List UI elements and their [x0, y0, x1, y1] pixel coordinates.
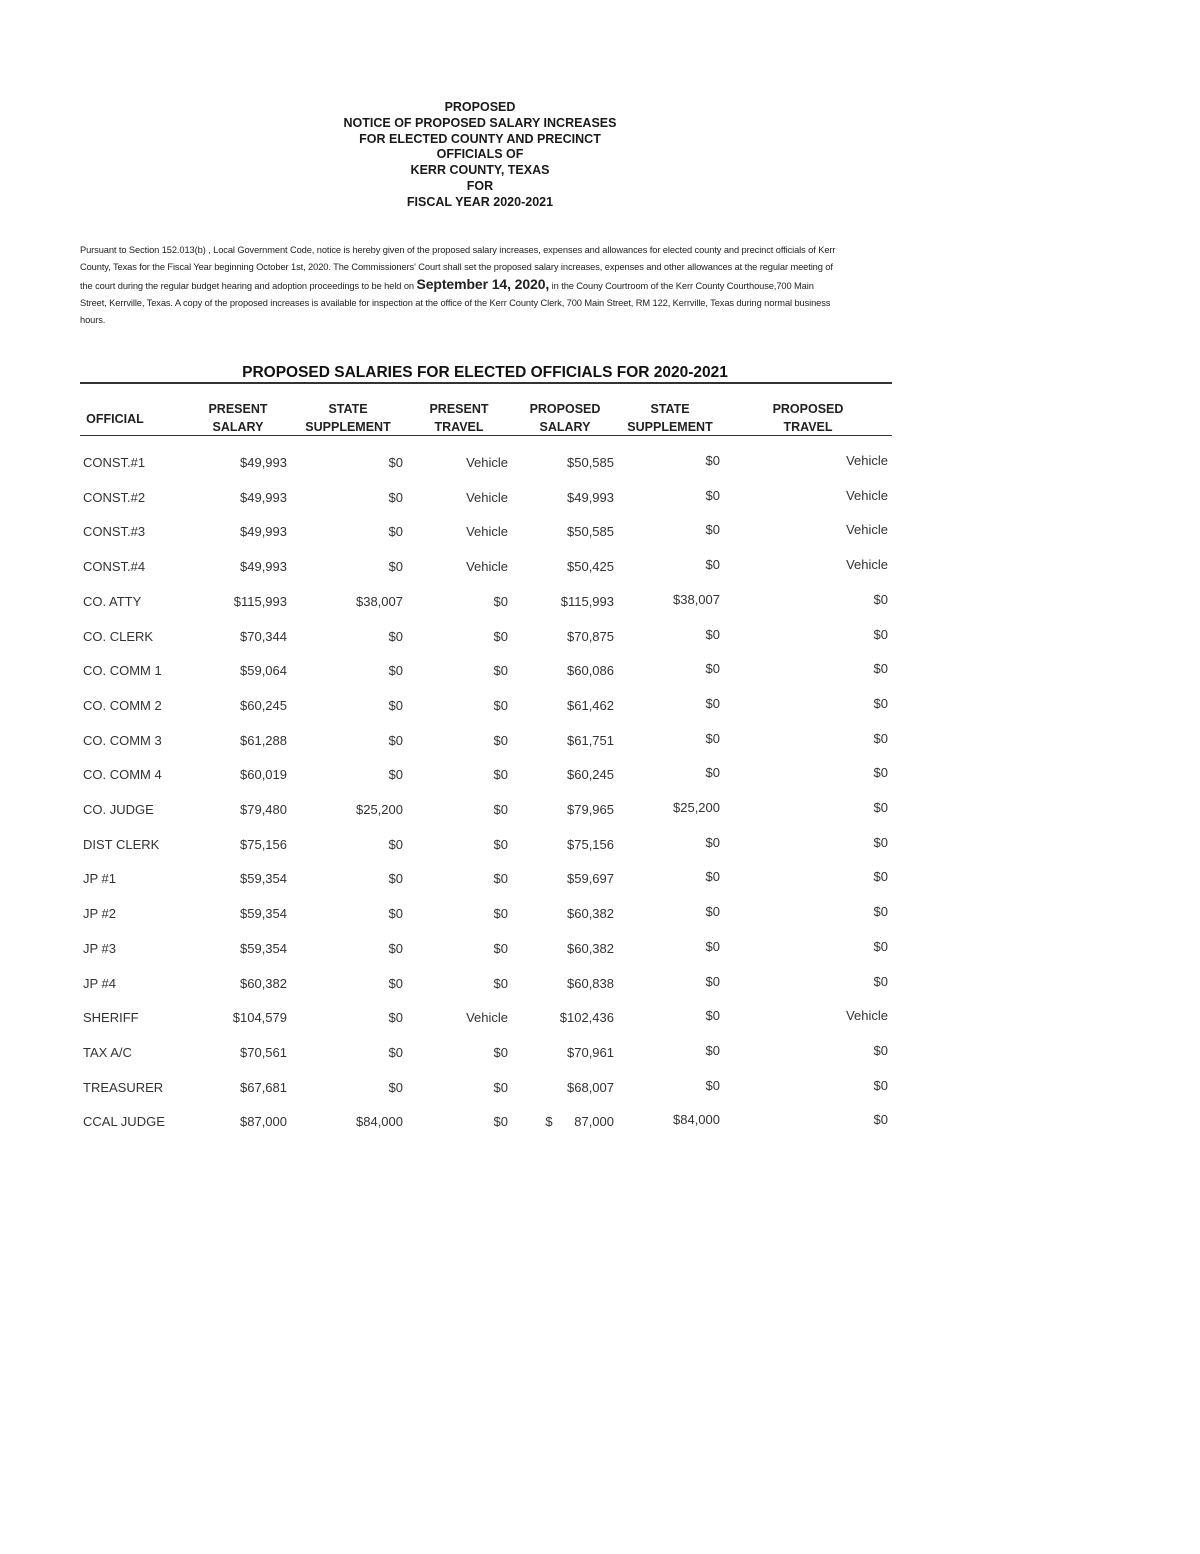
table-cell: Vehicle	[846, 522, 888, 538]
title-line: FOR	[466, 178, 494, 193]
header-text: PROPOSED	[529, 402, 601, 416]
table-cell: $67,681	[240, 1079, 287, 1095]
header-text: PRESENT	[429, 402, 489, 416]
table-cell: $70,961	[567, 1044, 614, 1060]
table-cell: $49,993	[240, 489, 287, 505]
table-cell: $0	[388, 906, 403, 922]
table-cell: $0	[873, 730, 888, 746]
table-cell: $0	[388, 1079, 403, 1095]
table-cell: $38,007	[673, 591, 720, 607]
column-header	[178, 400, 298, 436]
header-text: STATE	[328, 402, 368, 416]
table-cell: Vehicle	[466, 489, 508, 505]
table-cell: Vehicle	[846, 453, 888, 468]
table-cell: $0	[705, 522, 720, 538]
column-header	[610, 400, 730, 436]
table-cell: $0	[388, 732, 403, 748]
table-cell: $0	[388, 697, 403, 713]
table-cell: $0	[388, 871, 403, 887]
table-cell: $0	[705, 1077, 720, 1093]
title-underline	[80, 382, 892, 384]
table-cell: $115,993	[560, 593, 614, 609]
table-cell: $0	[873, 591, 888, 607]
title-line: PROPOSED	[444, 100, 516, 114]
table-cell: $0	[705, 834, 720, 850]
table-cell: $0	[388, 524, 403, 540]
table-cell: $0	[873, 695, 888, 711]
header-text: OFFICIAL	[86, 412, 144, 426]
table-cell: $ 87,000	[545, 1114, 614, 1130]
table-cell: DIST CLERK	[83, 836, 160, 852]
table-cell: $59,354	[240, 940, 287, 956]
table-cell: $0	[705, 904, 720, 920]
table-cell: CO. JUDGE	[83, 802, 154, 817]
table-cell: $0	[873, 904, 888, 920]
table-cell: $0	[705, 453, 720, 468]
table-cell: $0	[493, 871, 508, 887]
table-cell: $49,993	[240, 559, 287, 575]
table-cell: JP #2	[83, 906, 117, 922]
table-cell: $50,585	[567, 524, 614, 540]
title-line: FISCAL YEAR 2020-2021	[406, 194, 554, 209]
table-cell: JP #1	[83, 871, 117, 887]
header-text: SALARY	[539, 420, 591, 434]
header-text: STATE	[650, 402, 690, 416]
table-cell: $0	[873, 1077, 888, 1093]
table-cell: $0	[873, 869, 888, 885]
table-cell: CO. COMM 1	[83, 663, 162, 679]
header-text: TRAVEL	[783, 420, 833, 434]
column-header	[399, 400, 519, 436]
table-cell: $60,382	[567, 906, 614, 922]
table-cell: $49,993	[240, 524, 287, 540]
table-cell: $102,436	[559, 1010, 614, 1026]
table-cell: $59,354	[240, 906, 287, 922]
table-cell: $0	[873, 973, 888, 989]
table-cell: $0	[388, 455, 403, 470]
table-cell: $0	[873, 800, 888, 815]
table-cell: Vehicle	[846, 557, 888, 573]
table-cell: $0	[705, 557, 720, 573]
table-cell: $25,200	[356, 802, 403, 817]
table-cell: $0	[388, 836, 403, 852]
table-cell: $87,000	[240, 1114, 287, 1130]
table-cell: $0	[493, 628, 508, 644]
table-cell: $0	[493, 836, 508, 852]
table-cell: CO. COMM 2	[83, 697, 162, 713]
table-cell: $38,007	[356, 593, 403, 609]
table-cell: Vehicle	[466, 1010, 508, 1026]
table-cell: $0	[705, 1008, 720, 1024]
table-cell: $0	[388, 559, 403, 575]
table-cell: $0	[705, 695, 720, 711]
document-title	[280, 100, 680, 211]
table-cell: $0	[493, 1079, 508, 1095]
table-cell: $115,993	[233, 593, 287, 609]
header-text: PROPOSED	[772, 402, 844, 416]
notice-text: Pursuant to Section 152.013(b) , Local Government Code, notice is hereby given of the proposed salary increases, expenses and allowances for elected county and precinct officials of Kerr County, Texas for the Fiscal Year beginning October 1st, 2020. The Commissioners' Court shall set the proposed salary increases, expenses and other allowances at the regular meeting of the court during the regular budget hearing and adoption proceedings to be held on	[80, 245, 836, 291]
table-cell: $0	[493, 802, 508, 817]
header-text: PRESENT	[208, 402, 268, 416]
notice-paragraph	[80, 242, 840, 329]
table-cell: $75,156	[567, 836, 614, 852]
title-line: KERR COUNTY, TEXAS	[410, 163, 550, 178]
table-cell: $104,579	[232, 1010, 287, 1026]
table-cell: $0	[705, 938, 720, 954]
table-cell: $79,965	[567, 802, 614, 817]
table-cell: $0	[388, 975, 403, 991]
table-cell: TAX A/C	[83, 1044, 132, 1060]
column-header	[505, 400, 625, 436]
table-cell: $0	[388, 663, 403, 679]
table-cell: Vehicle	[466, 455, 508, 470]
table-cell: CO. COMM 4	[83, 767, 162, 783]
table-cell: JP #4	[83, 975, 117, 991]
table-cell: $59,064	[240, 663, 287, 679]
table-cell: $0	[873, 661, 888, 677]
table-cell: $0	[873, 626, 888, 642]
table-cell: $68,007	[567, 1079, 614, 1095]
table-cell: $60,245	[240, 697, 287, 713]
header-text: SALARY	[212, 420, 264, 434]
table-cell: $0	[493, 940, 508, 956]
table-cell: $0	[705, 869, 720, 885]
table-cell: $0	[493, 906, 508, 922]
column-header	[748, 400, 868, 436]
table-cell: $61,288	[240, 732, 287, 748]
table-cell: $0	[493, 663, 508, 679]
table-cell: $0	[388, 1010, 403, 1026]
table-cell: $70,561	[240, 1044, 287, 1060]
title-line: NOTICE OF PROPOSED SALARY INCREASES	[343, 115, 617, 130]
table-cell: $0	[705, 626, 720, 642]
table-cell: $60,019	[240, 767, 287, 783]
table-cell: $0	[388, 489, 403, 505]
table-cell: $0	[873, 834, 888, 850]
table-cell: Vehicle	[466, 559, 508, 575]
table-cell: $0	[493, 1044, 508, 1060]
column-header	[288, 400, 408, 436]
table-cell: $0	[705, 973, 720, 989]
table-cell: CO. COMM 3	[83, 732, 162, 748]
table-cell: $59,697	[567, 871, 614, 887]
table-cell: $70,875	[567, 628, 614, 644]
header-text: SUPPLEMENT	[627, 420, 713, 434]
hearing-date: September 14, 2020,	[416, 275, 550, 292]
table-cell: Vehicle	[846, 487, 888, 503]
table-cell: $25,200	[673, 800, 720, 815]
table-cell: SHERIFF	[83, 1010, 139, 1026]
table-cell: $0	[493, 593, 508, 609]
table-cell: Vehicle	[466, 524, 508, 540]
title-line: OFFICIALS OF	[436, 147, 524, 162]
table-cell: $0	[705, 765, 720, 781]
table-cell: CO. ATTY	[83, 593, 142, 609]
table-cell: $0	[388, 940, 403, 956]
notice-text-cont: in the Couny Courtroom of the Kerr County Courthouse,700 Main Street, Kerrville, Texas. A copy of the proposed increases is available for inspection at the office of the Kerr County Clerk, 700 Main Street, RM 122, Kerrville, Texas during normal business hours.	[80, 280, 831, 325]
table-cell: $50,585	[567, 455, 614, 470]
table-cell: $0	[493, 975, 508, 991]
table-cell: $0	[705, 487, 720, 503]
table-cell: $84,000	[673, 1112, 720, 1128]
table-cell: $84,000	[356, 1114, 403, 1130]
table-cell: $0	[388, 767, 403, 783]
table-cell: $60,086	[567, 663, 614, 679]
table-cell: $60,382	[240, 975, 287, 991]
table-cell: $49,993	[567, 489, 614, 505]
table-cell: CCAL JUDGE	[83, 1114, 165, 1130]
header-text: SUPPLEMENT	[305, 420, 391, 434]
table-cell: $75,156	[240, 836, 287, 852]
table-cell: $60,245	[567, 767, 614, 783]
header-underline	[80, 435, 892, 436]
table-cell: CONST.#3	[83, 524, 146, 540]
table-cell: $0	[705, 730, 720, 746]
table-cell: $61,751	[567, 732, 614, 748]
table-cell: $0	[873, 1042, 888, 1058]
table-cell: $50,425	[567, 559, 614, 575]
table-cell: $60,382	[567, 940, 614, 956]
table-cell: $0	[873, 1112, 888, 1128]
table-cell: $61,462	[567, 697, 614, 713]
table-cell: $70,344	[240, 628, 287, 644]
table-cell: CONST.#1	[83, 455, 146, 470]
table-cell: $0	[493, 767, 508, 783]
table-cell: $60,838	[567, 975, 614, 991]
table-cell: $0	[873, 938, 888, 954]
title-line: FOR ELECTED COUNTY AND PRECINCT	[359, 131, 601, 146]
table-cell: $0	[705, 1042, 720, 1058]
table-cell: $79,480	[240, 802, 287, 817]
table-cell: $0	[493, 1114, 508, 1130]
table-title: PROPOSED SALARIES FOR ELECTED OFFICIALS FOR 2020-2021	[242, 364, 728, 381]
header-text: TRAVEL	[434, 420, 484, 434]
column-header	[55, 410, 175, 428]
table-cell: $49,993	[240, 455, 287, 470]
table-cell: TREASURER	[83, 1079, 164, 1095]
table-cell: CONST.#2	[83, 489, 146, 505]
table-cell: $0	[493, 732, 508, 748]
table-cell: JP #3	[83, 940, 117, 956]
table-cell: $0	[493, 697, 508, 713]
table-cell: Vehicle	[846, 1008, 888, 1024]
table-cell: $0	[873, 765, 888, 781]
table-cell: CO. CLERK	[83, 628, 154, 644]
table-cell: $0	[388, 628, 403, 644]
table-cell: $0	[705, 661, 720, 677]
table-cell: $0	[388, 1044, 403, 1060]
table-cell: $59,354	[240, 871, 287, 887]
table-cell: CONST.#4	[83, 559, 146, 575]
